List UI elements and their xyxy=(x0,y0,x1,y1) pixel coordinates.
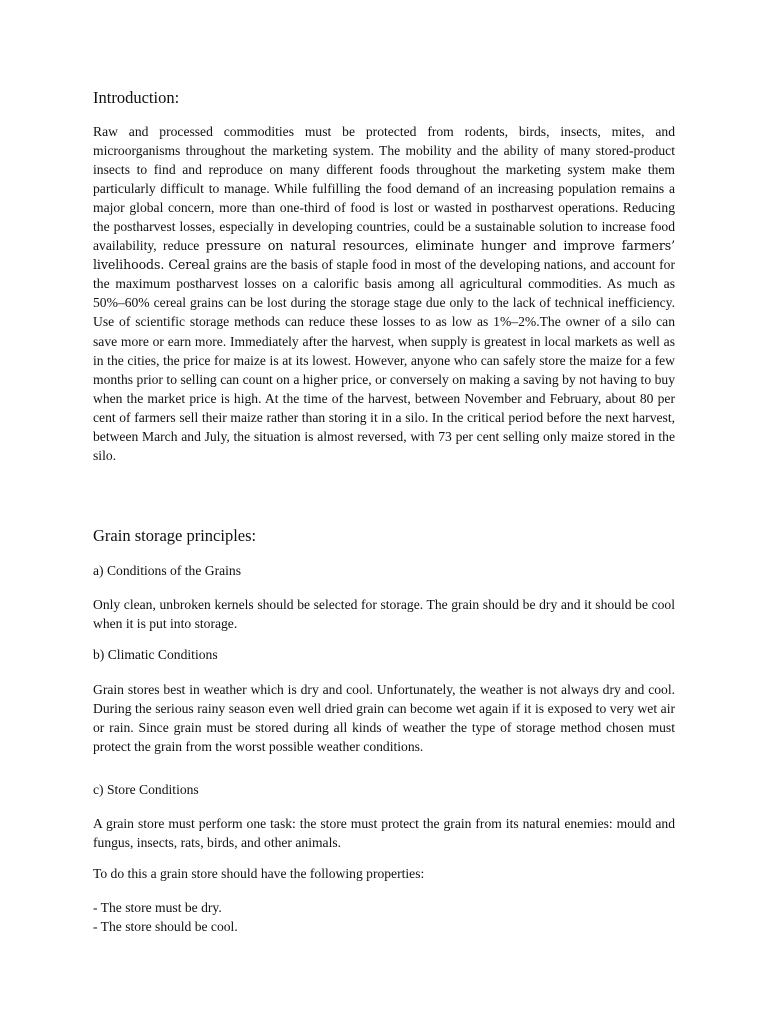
introduction-text-part2: pressure on natural resources, eliminate hunger and improve farmers’ livelihoods. Cereal xyxy=(93,238,676,273)
properties-intro: To do this a grain store should have the following properties: xyxy=(93,866,425,881)
section-c-text: A grain store must perform one task: the store must protect the grain from its natural enemies: mould and fungus, insects, rats, birds, and other animals. xyxy=(93,816,675,851)
introduction-text-part3: grains are the basis of staple food in most of the developing nations, and account for the maximum postharvest losses on a calorific basis among all agricultural commodities. As much as 50%–60% cereal grains can be lost during the storage stage due only to the lack of technical inefficiency. Use of scientific storage methods can reduce these losses to as low as 1%–2%.The owner of a silo can save more or earn more. Immediately after the harvest, when supply is greatest in local markets as well as in the cities, the price for maize is at its lowest. However, anyone who can safely store the maize for a few months prior to selling can count on a higher price, or conversely on making a saving by not having to buy when the market price is high. At the time of the harvest, between November and February, about 80 per cent of farmers sell their maize rather than storing it in a silo. In the critical period before the next harvest, between March and July, the situation is almost reversed, with 73 per cent selling only maize stored in the silo. xyxy=(93,257,675,463)
introduction-text-part1: Raw and processed commodities must be protected from rodents, birds, insects, mites, and microorganisms throughout the marketing system. The mobility and the ability of many stored-product insects to find and reproduce on many different foods throughout the marketing system make them particularly difficult to manage. While fulfilling the food demand of an increasing population remains a major global concern, more than one-third of food is lost or wasted in postharvest operations. Reducing the postharvest losses, especially in developing countries, could be a sustainable solution to increase food availability, reduce xyxy=(93,124,675,254)
section-c-title: c) Store Conditions xyxy=(93,782,199,797)
list-item: - The store should be cool. xyxy=(93,919,238,934)
section-b-text: Grain stores best in weather which is dry and cool. Unfortunately, the weather is not always dry and cool. During the serious rainy season even well dried grain can become wet again if it is exposed to very wet air or rain. Since grain must be stored during all kinds of weather the type of storage method chosen must protect the grain from the worst possible weather conditions. xyxy=(93,682,675,755)
section-b-title: b) Climatic Conditions xyxy=(93,647,218,662)
principles-heading: Grain storage principles: xyxy=(93,526,257,545)
introduction-paragraph xyxy=(93,122,675,465)
section-a-title: a) Conditions of the Grains xyxy=(93,563,241,578)
list-item: - The store must be dry. xyxy=(93,900,222,915)
properties-list xyxy=(93,898,238,936)
section-a-text: Only clean, unbroken kernels should be selected for storage. The grain should be dry and it should be cool when it is put into storage. xyxy=(93,597,675,632)
introduction-heading: Introduction: xyxy=(93,88,180,107)
